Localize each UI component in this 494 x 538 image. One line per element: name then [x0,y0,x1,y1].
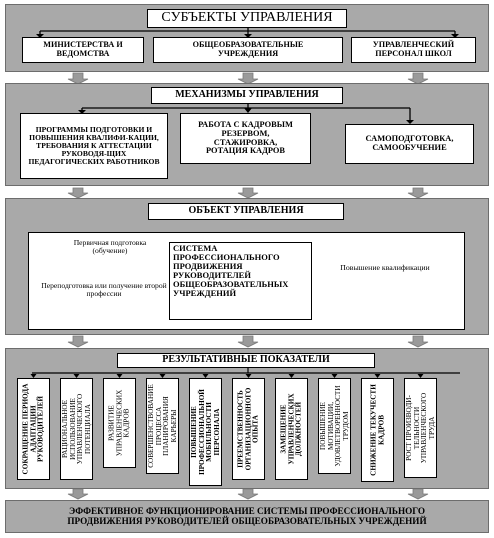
result-indicator-7 [275,378,308,480]
arrow-down-4a [68,489,88,499]
object-qualification: Повышение квалификации [340,263,430,272]
subject-ministries: МИНИСТЕРСТВА И ВЕДОМСТВА [22,37,144,63]
object-retraining: Переподготовка или получение второй профессии [41,281,167,298]
mechanism-selfstudy: САМОПОДГОТОВКА, САМООБУЧЕНИЕ [345,124,474,164]
arrow-down-2a [68,188,88,198]
result-indicator-label: ПОВЫШЕНИЕ ПРОФЕССИОНАЛЬНОЙ МОБИЛЬНОСТИ ПЕРСОНАЛА [189,389,221,475]
result-indicator-label: ПОВЫШЕНИЕ МОТИВАЦИИ, УДОВЛЕТВОРЕННОСТИ ТРУДОМ [318,385,350,467]
result-indicator-6 [232,378,265,480]
result-indicator-label: РАЦИОНАЛЬНОЕ ИСПОЛЬЗОВАНИЕ УПРАВЛЕНЧЕСКОГО ПОТЕНЦИАЛА [60,393,92,465]
mechanism-reserve: РАБОТА С КАДРОВЫМ РЕЗЕРВОМ, СТАЖИРОВКА, РОТАЦИЯ КАДРОВ [180,113,311,164]
arrow-down-3a [68,336,88,347]
object-primary-training: Первичная подготовка (обучение) [73,238,147,255]
arrow-down-3c [408,336,428,347]
result-indicator-2 [60,378,93,480]
subject-schools: ОБЩЕОБРАЗОВАТЕЛЬНЫЕ УЧРЕЖДЕНИЯ [153,37,343,63]
result-indicator-label: РАЗВИТИЕ УПРАВЛЕНЧЕСКИХ КАДРОВ [107,389,131,457]
result-indicator-label: ЗАМЕЩЕНИЕ УПРАВЛЕНЧЕСКИХ ДОЛЖНОСТЕЙ [279,393,303,465]
result-indicator-label: ПРЕЕМСТВЕННОСТЬ ОРГАНИЗАЦИОННОГО ОПЫТА [236,387,260,471]
final-outcome: ЭФФЕКТИВНОЕ ФУНКЦИОНИРОВАНИЕ СИСТЕМЫ ПРОФЕССИОНАЛЬНОГО ПРОДВИЖЕНИЯ РУКОВОДИТЕЛЕЙ ОБЩЕОБРАЗОВАТЕЛЬНЫХ УЧРЕЖДЕНИЙ [67,506,427,526]
result-indicator-8 [318,378,351,474]
object-system: СИСТЕМА ПРОФЕССИОНАЛЬНОГО ПРОДВИЖЕНИЯ РУКОВОДИТЕЛЕЙ ОБЩЕОБРАЗОВАТЕЛЬНЫХ УЧРЕЖДЕНИЙ [169,242,312,320]
result-indicator-4 [146,378,179,474]
object-title: ОБЪЕКТ УПРАВЛЕНИЯ [148,203,344,220]
result-indicator-label: СНИЖЕНИЕ ТЕКУЧЕСТИ КАДРОВ [368,384,385,476]
mechanisms-title: МЕХАНИЗМЫ УПРАВЛЕНИЯ [151,87,343,104]
mechanism-programs: ПРОГРАММЫ ПОДГОТОВКИ И ПОВЫШЕНИЯ КВАЛИФИ-КАЦИИ, ТРЕБОВАНИЯ К АТТЕСТАЦИИ РУКОВОДЯ-ЩИХ ПЕДАГОГИЧЕСКИХ РАБОТНИКОВ [20,113,168,179]
subject-staff: УПРАВЛЕНЧЕСКИЙ ПЕРСОНАЛ ШКОЛ [351,37,476,63]
result-indicator-label: СОКРАЩЕНИЕ ПЕРИОДА АДАПТАЦИИ РУКОВОДИТЕЛЕЙ [21,383,45,475]
results-title: РЕЗУЛЬТАТИВНЫЕ ПОКАЗАТЕЛИ [117,353,375,368]
result-indicator-1 [17,378,50,480]
result-indicator-5 [189,378,222,486]
result-indicator-label: РОСТ ПРОИЗВОДИ-ТЕЛЬНОСТИ УПРАВЛЕНЧЕСКОГО ТРУДА [404,392,436,464]
arrow-down-2c [408,188,428,198]
result-indicator-9 [361,378,394,482]
arrow-down-3b [238,336,258,347]
arrow-down-4c [408,489,428,499]
arrow-down-2b [238,188,258,198]
arrow-down-4b [238,489,258,499]
result-indicator-10 [404,378,437,478]
subjects-title: СУБЪЕКТЫ УПРАВЛЕНИЯ [147,9,347,28]
result-indicator-3 [103,378,136,468]
result-indicator-label: СОВЕРШЕНСТВОВАНИЕ ПРОЦЕССА ПЛАНИРОВАНИЯ КАРЬЕРЫ [146,384,178,468]
